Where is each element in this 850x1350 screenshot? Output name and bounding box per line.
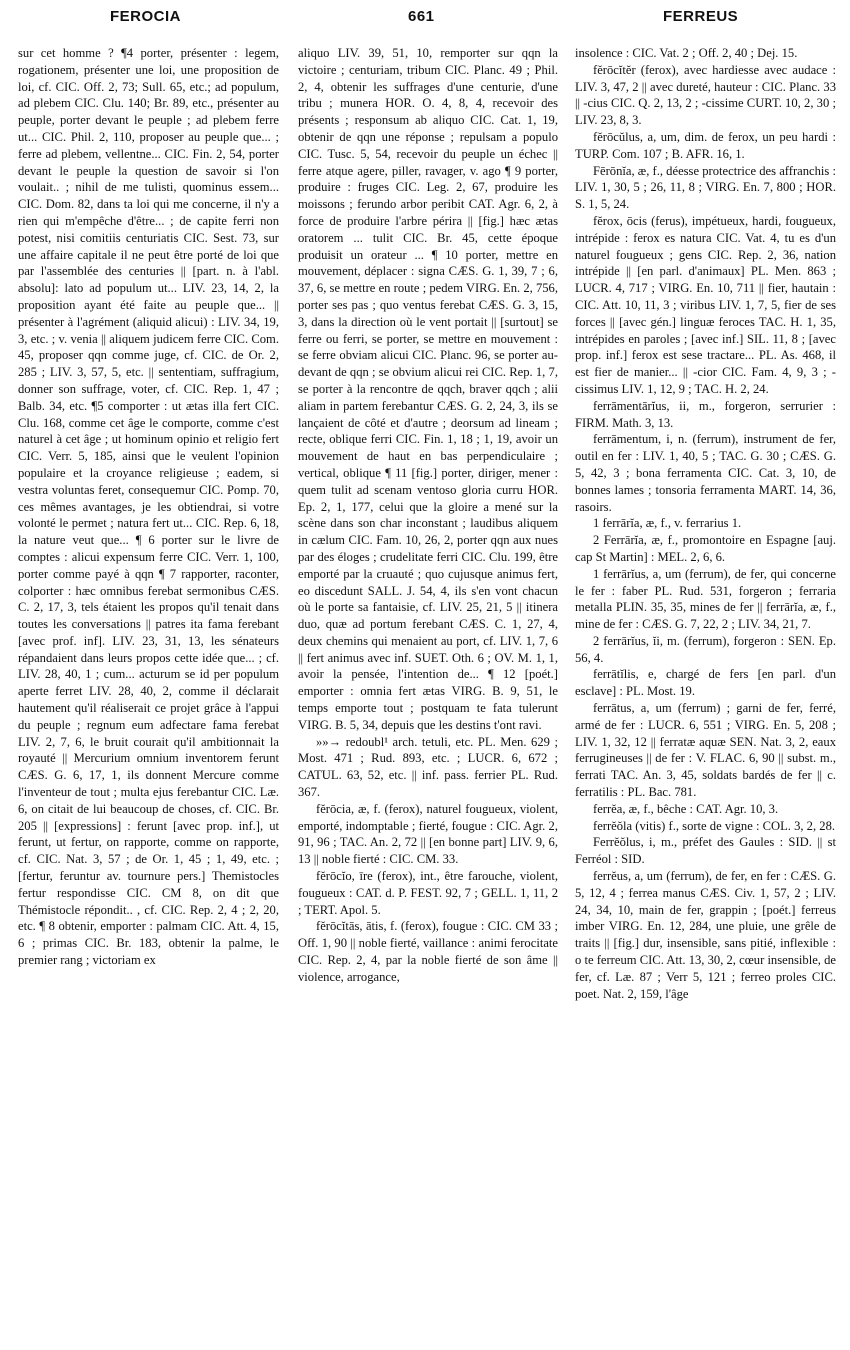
entry-ferrarius-1: 1 ferrārĭus, a, um (ferrum), de fer, qui concerne le fer : faber PL. Rud. 531, forgeron ; ferraria metalla PLIN. 35, 35, mines de fer || ferrārĭa, æ, f., mine de fer : CÆS. G. 7, 22, 2 ; LIV. 34, 21, 7. xyxy=(575,566,836,632)
entry-ferreola: ferrĕŏla (vitis) f., sorte de vigne : COL. 3, 2, 28. xyxy=(593,818,836,833)
entry-ferreus: ferrĕus, a, um (ferrum), de fer, en fer : CÆS. G. 5, 12, 4 ; ferrea manus CÆS. Civ. 1, 57, 2 ; LIV. 24, 34, 10, main de fer, grappin ; [poét.] ferreus imber VIRG. En. 12, 284, une pluie, une grêle de traits || [fig.] dur, insensible, sans pitié, inflexible : o te ferreum CIC. Att. 13, 30, 2, cœur insensible, de fer, cf. Læ. 87 ; Verr 5, 121 ; ferreo proles CIC. poet. Nat. 2, 159, l'âge xyxy=(575,869,836,1001)
entry-feronia: Fērōnĭa, æ, f., déesse protectrice des affranchis : LIV. 1, 30, 5 ; 26, 11, 8 ; VIRG. En. 7, 800 ; HOR. S. 1, 5, 24. xyxy=(575,163,836,212)
entry-paragraph: »»→ redoubl¹ arch. tetuli, etc. PL. Men. 629 ; Most. 471 ; Rud. 893, etc. ; LUCR. 6, 672 ; CATUL. 63, 52, etc. || inf. pass. ferrier PL. Rud. 367. xyxy=(298,734,558,800)
page-number: 661 xyxy=(408,8,435,25)
entry-ferrarius-2: 2 ferrārĭus, ĭi, m. (ferrum), forgeron : SEN. Ep. 56, 4. xyxy=(575,633,836,665)
column-2 xyxy=(298,45,558,1343)
entry-ferocio: fĕrōcĭo, īre (ferox), int., être farouche, violent, fougueux : CAT. d. P. FEST. 92, 7 ; GELL. 1, 11, 2 ; TERT. Apol. 5. xyxy=(298,869,558,917)
entry-paragraph: sur cet homme ? ¶4 porter, présenter : legem, rogationem, présenter une loi, une proposition de loi, cf. CIC. Off. 2, 73; Sull. 65, etc.; ad populum, ad plebem CIC. Clu. 140; Br. 89, etc., présenter au peuple, porter devant le peuple ; ad plebem ferre ut... CIC. Phil. 2, 110, proposer au peuple que... ; ferre ad plebem, vellentne... CIC. Fin. 2, 54, porter devant le peuple la question de savoir si l'on voulait.. ; nihil de me tulisti, quominus essem... CIC. Dom. 82, dans ta loi qui me concerne, il n'y a rien qui m'empêche d'être... ; de capite ferri non potest, nisi comitiis centuriatis CIC. Sest. 73, sur une affaire capitale il ne peut être porté de loi que par l'assemblée des centuries || [part. n. à l'abl. absolu]: lato ad populum ut... LIV. 23, 14, 2, la proposition ayant été faite au peuple que... || présenter à l'agrément (aliquid alicui) : LIV. 34, 19, 3, etc. ; v. venia || aliquem judicem ferre CIC. Com. 45, proposer qqn comme juge, cf. CIC. de Or. 2, 285 ; LIV. 3, 57, 5, etc. || sententiam, suffragium, donner son suffrage, voter, cf. CIC. Rep. 1, 47 ; Balb. 34, etc. ¶5 comporter : ut ætas illa fert CIC. Clu. 168, comme cet âge le comporte, comme c'est naturel à cet âge ; ut hominum opinio et religio fert CIC. Verr. 5, 185, ainsi que le veulent l'opinion populaire et la croyance religieuse ; eadem, si vestra voluntas feret, consequemur CIC. Pomp. 70, ces mêmes avantages, je les obtiendrai, si votre volonté le permet ; natura fert ut... CIC. Rep. 6, 18, la nature veut que... ¶ 6 porter sur le livre de comptes : alicui expensum ferre CIC. Verr. 1, 100, porter comme payé à qqn ¶ 7 rapporter, raconter, colporter : hæc omnibus ferebat sermonibus CÆS. C. 2, 17, 3, tels étaient les propos qu'il tenait dans toutes les conversations || patres ita fama ferebant [avec prof. inf]. LIV. 23, 31, 13, les sénateurs répandaient dans leurs propos cette idée que... ; cf. LIV. 28, 40, 1 ; cum... acturum se id per populum aperte ferret LIV. 28, 40, 2, comme il déclarait hautement qu'il réaliserait ce projet grâce à l'appui du peuple ; regnum eum adfectare fama ferebat LIV. 2, 7, 6, le bruit courait qu'il ambitionnait la royauté || Mercurium omnium inventorem ferunt CÆS. G. 6, 17, 1, ils donnent Mercure comme l'inventeur de tout ; multa ejus ferebantur CIC. Læ. 6, on citait de lui beaucoup de choses, cf. CIC. Br. 205 || [expressions] : ferunt [avec prop. inf.], ut ferunt, ut fertur, on rapporte, comme on rapporte, cf. CIC. Nat. 3, 57 ; de Or. 1, 45 ; 1, 49, etc. ; [fertur, feruntur av. tournure pers.] Themistocles fertur respondisse CIC. CM 8, on dit que Thémistocle répondit.. , cf. CIC. Rep. 2, 4 ; 2, 20, etc. ¶ 8 obtenir, emporter : palmam CIC. Att. 4, 15, 6 ; primas CIC. Br. 183, obtenir la palme, le premier rang ; victoriam ex xyxy=(18,46,279,968)
entry-ferreolus: Ferrĕŏlus, i, m., préfet des Gaules : SID. || st Ferréol : SID. xyxy=(575,835,836,867)
entry-ferraria-1: 1 ferrārĭa, æ, f., v. ferrarius 1. xyxy=(593,516,742,531)
entry-ferocia: fĕrōcia, æ, f. (ferox), naturel fougueux, violent, emporté, indomptable ; fierté, fougue : CIC. Agr. 2, 91, 96 ; TAC. An. 2, 72 || [en bonne part] LIV. 9, 6, 13 || noble fierté : CIC. CM. 33. xyxy=(298,801,558,867)
entry-ferratus: ferrātus, a, um (ferrum) ; garni de fer, ferré, armé de fer : LUCR. 6, 551 ; VIRG. En. 5, 208 ; LIV. 1, 32, 12 || ferratæ aquæ SEN. Nat. 3, 2, eaux ferrugineuses || de fer : V. FLAC. 6, 90 || subst. m., ferrati TAC. An. 3, 45, soldats bardés de fer || c. ferratilis : PL. Bac. 781. xyxy=(575,701,836,800)
entry-ferocitas: fĕrōcĭtās, ātis, f. (ferox), fougue : CIC. CM 33 ; Off. 1, 90 || noble fierté, vaillance : animi ferocitate CIC. Rep. 2, 4, par la noble fierté de son âme || violence, arrogance, xyxy=(298,919,558,984)
entry-ferraria-2: 2 Ferrārĭa, æ, f., promontoire en Espagne [auj. cap St Martin] : MEL. 2, 6, 6. xyxy=(575,533,836,564)
entry-paragraph: insolence : CIC. Vat. 2 ; Off. 2, 40 ; Dej. 15. xyxy=(575,46,798,60)
entry-ferociter: fĕrōcĭtĕr (ferox), avec hardiesse avec audace : LIV. 3, 47, 2 || avec dureté, hauteur : CIC. Planc. 33 || -cius CIC. Q. 2, 13, 2 ; -cissime CURT. 10, 2, 30 ; LIV. 23, 8, 3. xyxy=(575,62,836,128)
entry-ferocul: fĕrōcŭlus, a, um, dim. de ferox, un peu hardi : TURP. Com. 107 ; B. AFR. 16, 1. xyxy=(575,129,836,161)
entry-paragraph: aliquo LIV. 39, 51, 10, remporter sur qqn la victoire ; centuriam, tribum CIC. Planc. 49 ; Phil. 2, 4, obtenir les suffrages d'une centurie, d'une tribu ; munera HOR. O. 4, 8, 4, recevoir des présents ; responsum ab aliquo CIC. Cat. 1, 19, obtenir de qqn une réponse ; repulsam a populo CIC. Tusc. 5, 54, recevoir du peuple un échec || ferre atque agere, piller, ravager, v. ago ¶ 9 porter, produire : fruges CIC. Leg. 2, 67, produire les moissons ; ferundo arbor peribit CAT. Agr. 6, 2, à force de produire l'arbre périra || [fig.] hæc ætas oratorem ... tulit CIC. Br. 45, cette époque produisit un orateur ... ¶ 10 porter, mettre en mouvement, déplacer : signa CÆS. G. 1, 39, 7 ; 6, 37, 6, se mettre en route ; pedem VIRG. En. 2, 756, porter ses pas ; quo ventus ferebat CÆS. G. 3, 15, 3, dans la direction où le vent portait || [surtout] se ferre ou ferri, se porter, se mettre en mouvement : se ferre obviam alicui CIC. Planc. 96, se porter au-devant de qqn ; se obvium alicui rei CIC. Rep. 1, 7, se porter à la rencontre de qqch, braver qqch ; alii aliam in partem ferebantur CÆS. G. 2, 24, 3, ils se lançaient de côté et d'autre ; deorsum ad lineam ; recte, oblique ferri CIC. Fin. 1, 18 ; 1, 19, avoir un mouvement de haut en bas perpendiculaire ; vertical, oblique ¶ 11 [fig.] porter, diriger, mener : quem tulit ad scenam ventoso gloria curru HOR. Ep. 2, 1, 177, celui que la gloire a mené sur la scène dans son char inconstant ; laudibus aliquem in cælum CIC. Fam. 10, 26, 2, porter qqn aux nues par des éloges ; crudelitate ferri CIC. Clu. 199, être emporté par la cruauté ; quo cujusque animus fert, eo discedunt SALL. J. 54, 4, ils s'en vont chacun où le porte sa fantaisie, cf. LIV. 25, 21, 5 || itinera duo, quæ ad portum ferebant CÆS. C. 1, 27, 4, deux chemins qui menaient au port, cf. LIV. 1, 7, 6 || fert animus avec inf. SUET. Oth. 6 ; OV. M. 1, 1, avoir la pensée, l'intention de... ¶ 12 [poét.] emporter : omnia fert ætas VIRG. B. 9, 51, le temps emporte tout ; postquam te fata tulerunt VIRG. B. 5, 34, depuis que les destins t'ont ravi. xyxy=(298,46,558,732)
page-header xyxy=(0,8,850,32)
entry-ferratilis: ferrātĭlis, e, chargé de fers [en parl. d'un esclave] : PL. Most. 19. xyxy=(575,667,836,699)
column-1 xyxy=(18,45,279,1343)
entry-ferramentum: ferrāmentum, i, n. (ferrum), instrument de fer, outil en fer : LIV. 1, 40, 5 ; TAC. G. 30 ; CÆS. G. 5, 42, 3 ; bona ferramenta CIC. Cat. 3, 10, de bonnes lames ; tonsoria ferramenta MART. 14, 36, rasoirs. xyxy=(575,432,836,514)
entry-ferrea: ferrĕa, æ, f., bêche : CAT. Agr. 10, 3. xyxy=(593,801,779,816)
column-3 xyxy=(575,45,836,1343)
text-columns xyxy=(18,45,836,1343)
running-head-left: FEROCIA xyxy=(110,8,181,25)
entry-ferramentarius: ferrāmentārĭus, ii, m., forgeron, serrurier : FIRM. Math. 3, 13. xyxy=(575,398,836,430)
entry-ferox: fĕrox, ōcis (ferus), impétueux, hardi, fougueux, intrépide : ferox es natura CIC. Vat. 4, tu es d'un naturel fougueux ; gens CIC. Rep. 2, 36, nation intrépide || [en parl. d'animaux] PL. Men. 863 ; LUCR. 4, 717 ; VIRG. En. 10, 711 || fier, hautain : CIC. Att. 10, 11, 3 ; viribus LIV. 1, 7, 5, fier de ses forces || [avec gén.] linguæ feroces TAC. H. 1, 35, intrépides en paroles ; [avec inf.] SIL. 11, 8 ; [avec prop. inf.] ferox est sese tractare... PL. As. 468, il est fier de manier... || -cior CIC. Fam. 4, 9, 3 ; -cissimus LIV. 1, 12, 9 ; TAC. H. 2, 24. xyxy=(575,213,836,396)
running-head-right: FERREUS xyxy=(663,8,739,25)
